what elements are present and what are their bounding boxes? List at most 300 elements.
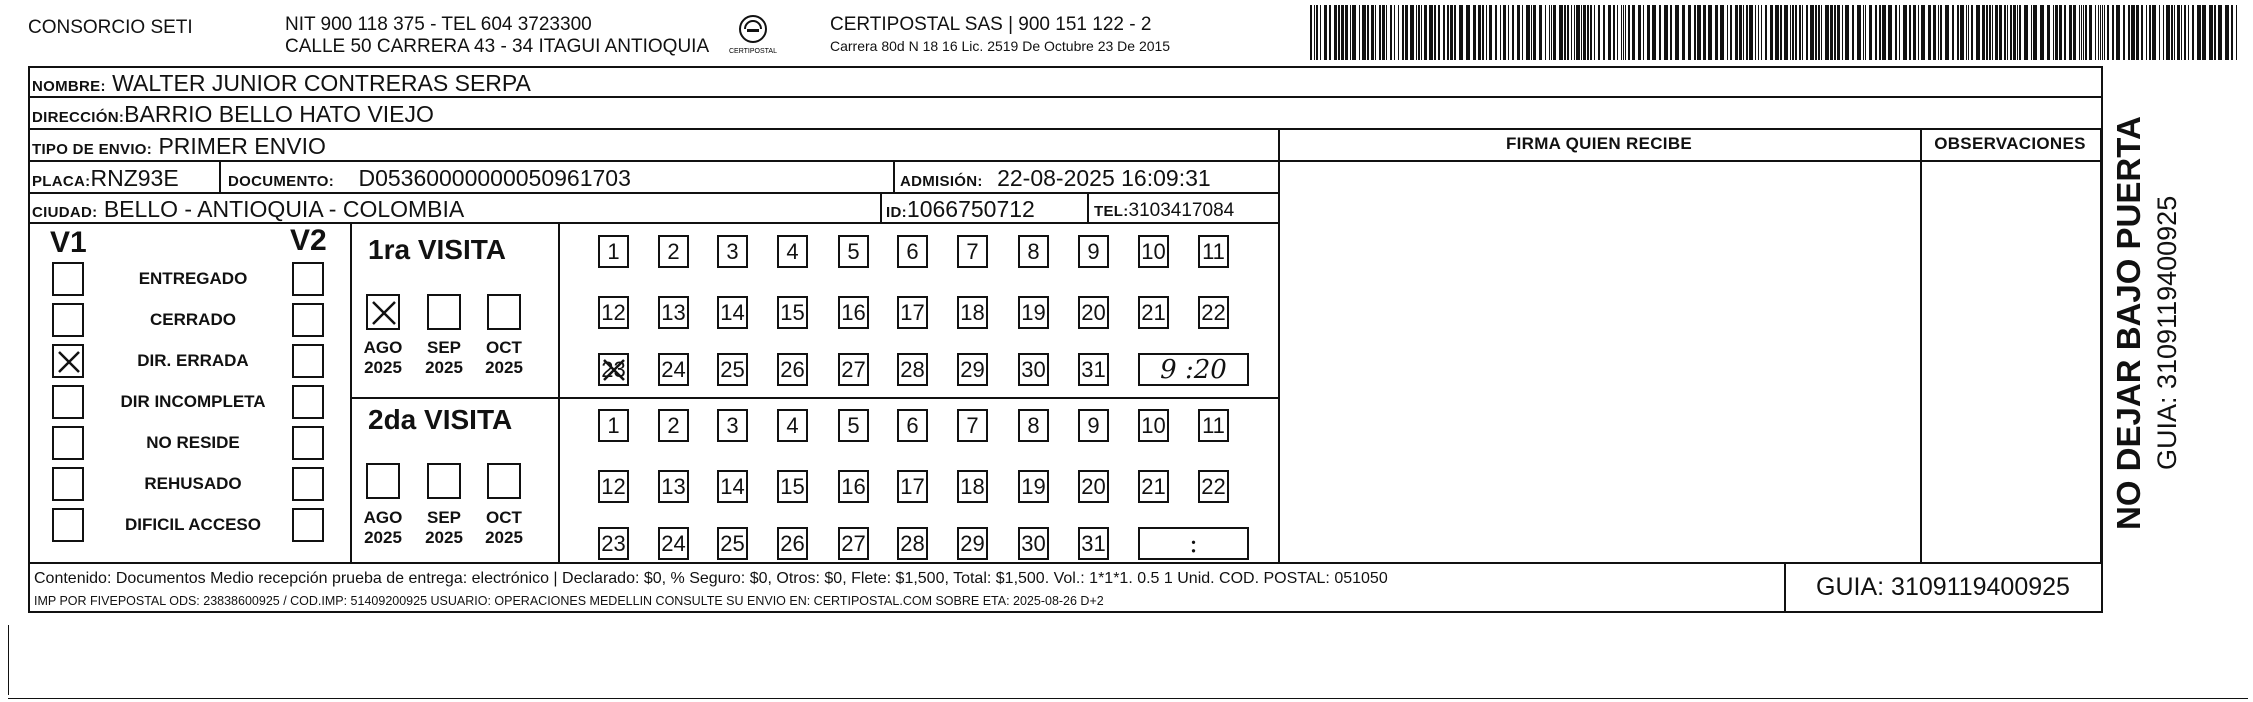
- barcode-bar: [1976, 5, 1980, 60]
- id-label: ID:: [886, 204, 907, 221]
- barcode-bar: [1746, 5, 1748, 60]
- city-row: [32, 196, 464, 226]
- barcode-bar: [1539, 5, 1542, 60]
- barcode-bar: [1792, 5, 1794, 60]
- admission-label: ADMISIÓN:: [900, 173, 983, 190]
- v2-checkbox[interactable]: [292, 303, 324, 337]
- barcode-bar: [1424, 5, 1427, 60]
- ship-type: PRIMER ENVIO: [158, 133, 326, 159]
- barcode-bar: [2188, 5, 2189, 60]
- barcode-bar: [2102, 5, 2103, 60]
- plate-row: [32, 165, 179, 195]
- barcode-bar: [2159, 5, 2160, 60]
- barcode-bar: [1730, 5, 1732, 60]
- day-box[interactable]: 24: [658, 527, 689, 560]
- barcode-bar: [2017, 5, 2018, 60]
- day-box[interactable]: 7: [957, 409, 988, 442]
- barcode-bar: [1416, 5, 1417, 60]
- barcode-bar: [1352, 5, 1356, 60]
- barcode-bar: [1314, 5, 1315, 60]
- time-box[interactable]: :: [1138, 527, 1249, 560]
- barcode-bar: [2079, 5, 2080, 60]
- barcode-bar: [1784, 5, 1788, 60]
- status-reason: DIR INCOMPLETA: [120, 392, 266, 411]
- barcode-bar: [1310, 5, 1312, 60]
- tel-number: 3103417084: [1128, 200, 1235, 221]
- day-box[interactable]: 10: [1138, 409, 1169, 442]
- day-box[interactable]: 9: [1078, 409, 1109, 442]
- barcode-bar: [1512, 5, 1514, 60]
- barcode-bar: [1825, 5, 1829, 60]
- barcode-bar: [1459, 5, 1463, 60]
- barcode-bar: [1450, 5, 1453, 60]
- barcode-bar: [1429, 5, 1433, 60]
- plate: RNZ93E: [90, 165, 179, 191]
- barcode-bar: [1434, 5, 1436, 60]
- barcode-bar: [1341, 5, 1344, 60]
- barcode-bar: [2089, 5, 2092, 60]
- v1-checkbox[interactable]: [52, 303, 84, 337]
- barcode-bar: [1486, 5, 1487, 60]
- v1-checkbox[interactable]: [52, 262, 84, 296]
- barcode-bar: [1447, 5, 1449, 60]
- barcode-bar: [1421, 5, 1422, 60]
- day-box[interactable]: 12: [598, 470, 629, 503]
- barcode-bar: [2095, 5, 2096, 60]
- day-box[interactable]: 3: [717, 409, 748, 442]
- barcode-bar: [1603, 5, 1605, 60]
- day-box[interactable]: 15: [777, 296, 808, 329]
- day-box[interactable]: 23: [598, 527, 629, 560]
- barcode-bar: [1761, 5, 1762, 60]
- barcode-bar: [2236, 5, 2237, 60]
- barcode: [1310, 5, 2245, 60]
- barcode-bar: [2073, 5, 2076, 60]
- barcode-bar: [1359, 5, 1360, 60]
- barcode-bar: [1522, 5, 1523, 60]
- status-reason: DIFICIL ACCESO: [124, 515, 261, 534]
- day-box[interactable]: 20: [1078, 470, 1109, 503]
- barcode-bar: [1755, 5, 1756, 60]
- barcode-bar: [1454, 5, 1456, 60]
- barcode-bar: [1576, 5, 1580, 60]
- barcode-bar: [1571, 5, 1572, 60]
- day-box[interactable]: 1: [598, 235, 629, 268]
- day-box[interactable]: 28: [897, 353, 928, 386]
- barcode-bar: [1992, 5, 1993, 60]
- day-box[interactable]: 17: [897, 296, 928, 329]
- barcode-bar: [1775, 5, 1779, 60]
- barcode-bar: [2007, 5, 2008, 60]
- barcode-bar: [1545, 5, 1546, 60]
- v2-checkbox[interactable]: [292, 385, 324, 419]
- barcode-bar: [1697, 5, 1701, 60]
- barcode-bar: [1852, 5, 1854, 60]
- barcode-bar: [1329, 5, 1331, 60]
- v2-checkbox[interactable]: [292, 508, 324, 542]
- barcode-bar: [2053, 5, 2054, 60]
- status-reason: REHUSADO: [144, 474, 242, 493]
- barcode-bar: [1438, 5, 1440, 60]
- barcode-bar: [1551, 5, 1552, 60]
- barcode-bar: [1466, 5, 1470, 60]
- barcode-bar: [1739, 5, 1742, 60]
- barcode-bar: [2064, 5, 2066, 60]
- x-mark: [370, 299, 398, 327]
- barcode-bar: [2166, 5, 2170, 60]
- barcode-bar: [2218, 5, 2222, 60]
- barcode-bar: [1594, 5, 1595, 60]
- barcode-bar: [1735, 5, 1738, 60]
- barcode-bar: [2209, 5, 2213, 60]
- barcode-bar: [1587, 5, 1589, 60]
- barcode-bar: [1567, 5, 1569, 60]
- barcode-bar: [1482, 5, 1484, 60]
- barcode-bar: [2141, 5, 2143, 60]
- x-mark: [56, 349, 82, 375]
- barcode-bar: [1857, 5, 1861, 60]
- month-checkbox[interactable]: [487, 294, 521, 330]
- barcode-bar: [2171, 5, 2173, 60]
- barcode-bar: [2031, 5, 2032, 60]
- day-box[interactable]: 8: [1018, 409, 1049, 442]
- barcode-bar: [1478, 5, 1481, 60]
- time-box[interactable]: 9 :20: [1138, 353, 1249, 386]
- ship-type-row: [32, 133, 326, 163]
- day-box[interactable]: 5: [838, 409, 869, 442]
- barcode-bar: [2192, 5, 2194, 60]
- day-box[interactable]: 14: [717, 296, 748, 329]
- barcode-bar: [1899, 5, 1900, 60]
- nit-line: NIT 900 118 375 - TEL 604 3723300: [285, 14, 592, 35]
- carrier-line: CERTIPOSTAL SAS | 900 151 122 - 2: [830, 14, 1152, 35]
- day-box[interactable]: 26: [777, 353, 808, 386]
- day-box[interactable]: 11: [1198, 409, 1229, 442]
- warning-vertical: NO DEJAR BAJO PUERTA: [2110, 116, 2147, 530]
- month-checkbox[interactable]: [366, 294, 400, 330]
- barcode-bar: [1688, 5, 1691, 60]
- barcode-bar: [1715, 5, 1718, 60]
- day-box[interactable]: 22: [1198, 296, 1229, 329]
- barcode-bar: [1598, 5, 1600, 60]
- barcode-bar: [2010, 5, 2012, 60]
- v2-checkbox[interactable]: [292, 262, 324, 296]
- day-box[interactable]: 30: [1018, 527, 1049, 560]
- day-box[interactable]: 18: [957, 470, 988, 503]
- barcode-bar: [2116, 5, 2120, 60]
- barcode-bar: [1879, 5, 1881, 60]
- barcode-bar: [1834, 5, 1836, 60]
- day-box[interactable]: 13: [658, 470, 689, 503]
- day-box[interactable]: 11: [1198, 235, 1229, 268]
- day-box[interactable]: 27: [838, 527, 869, 560]
- city: BELLO - ANTIOQUIA - COLOMBIA: [103, 196, 465, 222]
- barcode-bar: [1810, 5, 1814, 60]
- barcode-bar: [1316, 5, 1318, 60]
- barcode-bar: [1989, 5, 1991, 60]
- v1-checkbox[interactable]: [52, 344, 84, 378]
- day-box[interactable]: 1: [598, 409, 629, 442]
- barcode-bar: [1845, 5, 1849, 60]
- barcode-bar: [1664, 5, 1668, 60]
- status-reason: CERRADO: [150, 310, 236, 329]
- status-reason: DIR. ERRADA: [137, 351, 249, 370]
- day-box[interactable]: 30: [1018, 353, 1049, 386]
- barcode-bar: [1995, 5, 1998, 60]
- day-box[interactable]: 31: [1078, 527, 1109, 560]
- day-box[interactable]: 16: [838, 296, 869, 329]
- day-box[interactable]: 6: [897, 409, 928, 442]
- barcode-bar: [1398, 5, 1399, 60]
- barcode-bar: [1371, 5, 1374, 60]
- month-checkbox[interactable]: [487, 463, 521, 499]
- barcode-bar: [1966, 5, 1967, 60]
- day-box[interactable]: 31: [1078, 353, 1109, 386]
- barcode-bar: [1986, 5, 1988, 60]
- v1-checkbox[interactable]: [52, 385, 84, 419]
- barcode-bar: [1531, 5, 1532, 60]
- id-number: 1066750712: [906, 196, 1035, 222]
- imp-line: IMP POR FIVEPOSTAL ODS: 23838600925 / COD.IMP: 51409200925 USUARIO: OPERACIONES MEDELLIN CONSULTE SU ENVIO EN: CERTIPOSTAL.COM SOBRE ETA: 2025-08-26 D+2: [34, 594, 1104, 608]
- barcode-bar: [1921, 5, 1925, 60]
- month-label: AGO 2025: [363, 508, 403, 547]
- barcode-bar: [2123, 5, 2125, 60]
- guia-vertical: GUIA: 3109119400925: [2152, 195, 2182, 470]
- barcode-bar: [1749, 5, 1753, 60]
- barcode-bar: [1708, 5, 1712, 60]
- barcode-bar: [1675, 5, 1679, 60]
- barcode-bar: [1815, 5, 1817, 60]
- barcode-bar: [1503, 5, 1506, 60]
- barcode-bar: [1473, 5, 1476, 60]
- day-box[interactable]: 17: [897, 470, 928, 503]
- status-reason: NO RESIDE: [146, 433, 240, 452]
- day-box[interactable]: 2: [658, 409, 689, 442]
- barcode-bar: [1405, 5, 1408, 60]
- barcode-bar: [1703, 5, 1706, 60]
- barcode-bar: [1379, 5, 1381, 60]
- barcode-bar: [1324, 5, 1327, 60]
- month-label: SEP 2025: [425, 338, 463, 377]
- day-box[interactable]: 7: [957, 235, 988, 268]
- day-box[interactable]: 18: [957, 296, 988, 329]
- barcode-bar: [1913, 5, 1916, 60]
- barcode-bar: [1765, 5, 1767, 60]
- barcode-bar: [1367, 5, 1369, 60]
- month-label: OCT 2025: [485, 338, 523, 377]
- barcode-bar: [1652, 5, 1656, 60]
- barcode-bar: [1617, 5, 1618, 60]
- barcode-bar: [1402, 5, 1404, 60]
- day-box[interactable]: 5: [838, 235, 869, 268]
- x-mark: [601, 357, 627, 383]
- address-label: DIRECCIÓN:: [32, 109, 125, 126]
- document-number: D05360000000050961703: [358, 165, 631, 191]
- day-box[interactable]: 21: [1138, 470, 1169, 503]
- barcode-bar: [1583, 5, 1586, 60]
- day-box[interactable]: 9: [1078, 235, 1109, 268]
- day-box[interactable]: 12: [598, 296, 629, 329]
- day-box[interactable]: 15: [777, 470, 808, 503]
- guia-box: GUIA: 3109119400925: [1816, 573, 2070, 601]
- day-box[interactable]: 16: [838, 470, 869, 503]
- barcode-bar: [2024, 5, 2028, 60]
- barcode-bar: [1799, 5, 1801, 60]
- first-visit-title: 1ra VISITA: [368, 234, 506, 265]
- barcode-bar: [1625, 5, 1626, 60]
- barcode-bar: [1418, 5, 1420, 60]
- barcode-bar: [1795, 5, 1797, 60]
- barcode-bar: [1909, 5, 1911, 60]
- v1-checkbox[interactable]: [52, 426, 84, 460]
- signature-header: FIRMA QUIEN RECIBE: [1505, 134, 1693, 153]
- barcode-bar: [2174, 5, 2175, 60]
- barcode-bar: [1971, 5, 1973, 60]
- barcode-bar: [2225, 5, 2229, 60]
- barcode-bar: [1863, 5, 1864, 60]
- admission-row: [900, 165, 1211, 195]
- recipient-name: WALTER JUNIOR CONTRERAS SERPA: [112, 70, 531, 96]
- day-box[interactable]: 6: [897, 235, 928, 268]
- barcode-bar: [2100, 5, 2101, 60]
- day-box[interactable]: 14: [717, 470, 748, 503]
- barcode-bar: [2163, 5, 2164, 60]
- barcode-bar: [2149, 5, 2151, 60]
- barcode-bar: [1590, 5, 1592, 60]
- address-row: [32, 101, 434, 131]
- barcode-bar: [1802, 5, 1803, 60]
- barcode-bar: [2083, 5, 2084, 60]
- barcode-bar: [1526, 5, 1530, 60]
- day-box[interactable]: 19: [1018, 296, 1049, 329]
- tel-row: [1094, 198, 1234, 225]
- barcode-bar: [1670, 5, 1672, 60]
- barcode-bar: [2040, 5, 2044, 60]
- barcode-bar: [1928, 5, 1931, 60]
- v1-checkbox[interactable]: [52, 508, 84, 542]
- barcode-bar: [1903, 5, 1907, 60]
- day-box[interactable]: 19: [1018, 470, 1049, 503]
- barcode-bar: [1837, 5, 1840, 60]
- barcode-bar: [1320, 5, 1321, 60]
- month-checkbox[interactable]: [427, 463, 461, 499]
- barcode-bar: [1621, 5, 1622, 60]
- second-visit-title: 2da VISITA: [368, 404, 513, 435]
- barcode-bar: [1960, 5, 1964, 60]
- recipient-address: BARRIO BELLO HATO VIEJO: [124, 101, 434, 127]
- ship-type-label: TIPO DE ENVIO:: [32, 141, 153, 158]
- barcode-bar: [1613, 5, 1615, 60]
- day-box[interactable]: 23: [598, 353, 629, 386]
- v2-checkbox[interactable]: [292, 344, 324, 378]
- day-box[interactable]: 13: [658, 296, 689, 329]
- barcode-bar: [2013, 5, 2016, 60]
- barcode-bar: [2202, 5, 2206, 60]
- day-box[interactable]: 26: [777, 527, 808, 560]
- day-box[interactable]: 24: [658, 353, 689, 386]
- barcode-bar: [2055, 5, 2058, 60]
- barcode-bar: [2184, 5, 2186, 60]
- v1-checkbox[interactable]: [52, 467, 84, 501]
- barcode-bar: [1982, 5, 1985, 60]
- barcode-bar: [2128, 5, 2130, 60]
- day-box[interactable]: 20: [1078, 296, 1109, 329]
- barcode-bar: [2181, 5, 2182, 60]
- city-label: CIUDAD:: [32, 204, 98, 221]
- month-checkbox[interactable]: [427, 294, 461, 330]
- barcode-bar: [1345, 5, 1348, 60]
- barcode-bar: [1895, 5, 1897, 60]
- name-row: [32, 70, 531, 100]
- observations-header: OBSERVACIONES: [1934, 134, 2086, 153]
- day-box[interactable]: 4: [777, 235, 808, 268]
- day-box[interactable]: 22: [1198, 470, 1229, 503]
- month-checkbox[interactable]: [366, 463, 400, 499]
- barcode-bar: [2019, 5, 2021, 60]
- day-box[interactable]: 29: [957, 353, 988, 386]
- barcode-bar: [1933, 5, 1936, 60]
- barcode-bar: [2131, 5, 2135, 60]
- day-box[interactable]: 28: [897, 527, 928, 560]
- barcode-bar: [1888, 5, 1892, 60]
- barcode-bar: [1869, 5, 1872, 60]
- company-name: CONSORCIO SETI: [28, 17, 193, 38]
- day-box[interactable]: 29: [957, 527, 988, 560]
- barcode-bar: [1818, 5, 1820, 60]
- barcode-bar: [1938, 5, 1939, 60]
- barcode-bar: [1806, 5, 1808, 60]
- barcode-bar: [2081, 5, 2082, 60]
- barcode-bar: [1559, 5, 1563, 60]
- barcode-bar: [1940, 5, 1942, 60]
- barcode-bar: [1659, 5, 1661, 60]
- barcode-bar: [1623, 5, 1624, 60]
- id-row: [886, 196, 1035, 226]
- barcode-bar: [1410, 5, 1414, 60]
- v2-checkbox[interactable]: [292, 426, 324, 460]
- tel-label: TEL:: [1094, 203, 1129, 220]
- barcode-bar: [2146, 5, 2147, 60]
- barcode-bar: [1780, 5, 1782, 60]
- v1-label: V1: [50, 226, 87, 259]
- barcode-bar: [1790, 5, 1791, 60]
- day-box[interactable]: 2: [658, 235, 689, 268]
- barcode-bar: [1549, 5, 1550, 60]
- day-box[interactable]: 21: [1138, 296, 1169, 329]
- barcode-bar: [1999, 5, 2002, 60]
- day-box[interactable]: 4: [777, 409, 808, 442]
- day-box[interactable]: 27: [838, 353, 869, 386]
- barcode-bar: [2231, 5, 2233, 60]
- barcode-bar: [1875, 5, 1877, 60]
- barcode-bar: [2104, 5, 2105, 60]
- barcode-bar: [1386, 5, 1387, 60]
- day-box[interactable]: 3: [717, 235, 748, 268]
- barcode-bar: [1517, 5, 1520, 60]
- day-box[interactable]: 25: [717, 353, 748, 386]
- day-box[interactable]: 8: [1018, 235, 1049, 268]
- barcode-bar: [1334, 5, 1337, 60]
- day-box[interactable]: 25: [717, 527, 748, 560]
- v2-checkbox[interactable]: [292, 467, 324, 501]
- barcode-bar: [2085, 5, 2087, 60]
- barcode-bar: [2112, 5, 2114, 60]
- barcode-bar: [2107, 5, 2109, 60]
- logo-text: CERTIPOSTAL: [729, 48, 777, 55]
- barcode-bar: [1362, 5, 1366, 60]
- day-box[interactable]: 10: [1138, 235, 1169, 268]
- barcode-bar: [1830, 5, 1833, 60]
